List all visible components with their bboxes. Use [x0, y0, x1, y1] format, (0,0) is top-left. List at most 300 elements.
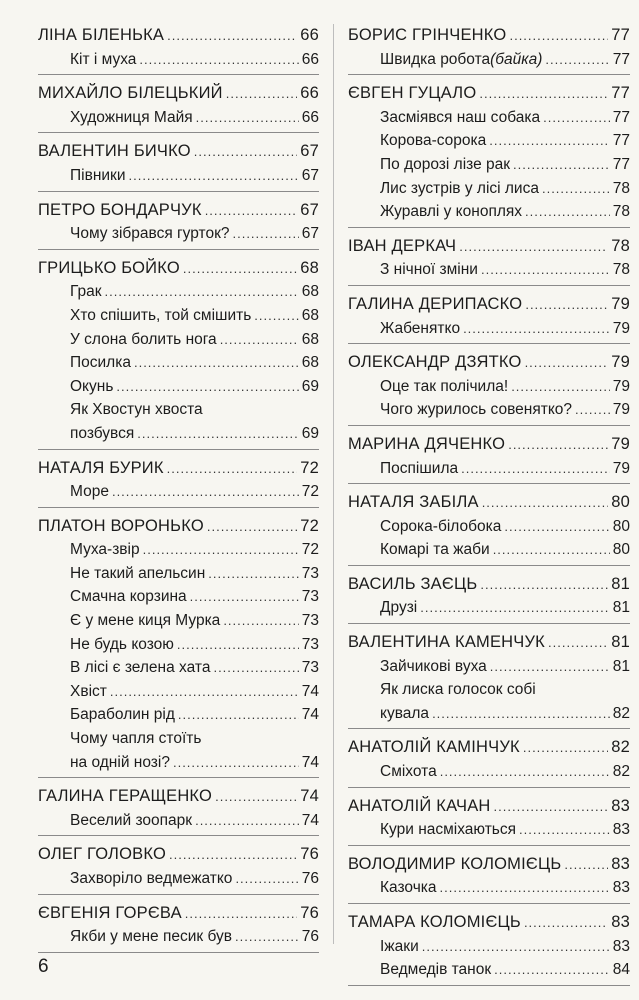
- work-title: Зайчикові вуха: [380, 657, 487, 675]
- work-title: Є у мене киця Мурка: [70, 612, 221, 630]
- dot-leader: [548, 631, 608, 655]
- page-number: 6: [38, 956, 49, 977]
- dot-leader: [509, 24, 608, 48]
- page-ref: 67: [300, 200, 319, 219]
- dot-leader: [524, 911, 608, 935]
- dot-leader: [167, 457, 298, 481]
- author-name: ГРИЦЬКО БОЙКО: [38, 258, 180, 277]
- page-ref: 79: [611, 353, 630, 372]
- work-title: позбувся: [70, 424, 135, 442]
- toc-work-entry: [38, 164, 319, 188]
- toc-author-entry: [38, 457, 319, 481]
- author-name: ІВАН ДЕРКАЧ: [348, 236, 457, 255]
- toc-work-entry: [38, 925, 319, 949]
- dot-leader: [205, 199, 298, 223]
- dot-leader: [195, 809, 299, 833]
- author-name: ЛІНА БІЛЕНЬКА: [38, 26, 165, 44]
- toc-author-entry: [38, 199, 319, 223]
- page-ref: 80: [612, 541, 630, 559]
- author-name: МИХАЙЛО БІЛЕЦЬКИЙ: [38, 84, 223, 103]
- toc-work-entry: [348, 129, 630, 153]
- dot-leader: [220, 328, 299, 352]
- page-ref: 83: [611, 913, 630, 931]
- page-ref: 68: [301, 306, 319, 324]
- dot-leader: [194, 140, 297, 164]
- toc-author-group: [38, 843, 319, 894]
- page-ref: 83: [612, 879, 630, 897]
- toc-author-group: [38, 24, 319, 75]
- page-ref: 66: [300, 26, 319, 44]
- page-ref: 69: [301, 377, 319, 395]
- page-ref: 82: [612, 704, 630, 722]
- dot-leader: [137, 422, 298, 446]
- dot-leader: [440, 760, 610, 784]
- dot-leader: [480, 573, 608, 597]
- toc-work-entry: [348, 538, 630, 562]
- toc-work-entry: [348, 596, 630, 620]
- author-name: ОЛЕГ ГОЛОВКО: [38, 845, 166, 864]
- toc-work-entry: [38, 422, 319, 446]
- toc-author-group: [348, 293, 630, 344]
- toc-author-entry: [348, 433, 630, 457]
- toc-work-entry: [348, 760, 630, 784]
- dot-leader: [440, 876, 610, 900]
- dot-leader: [523, 736, 608, 760]
- work-title: Іжаки: [380, 937, 419, 955]
- work-title: У слона болить нога: [70, 330, 217, 348]
- toc-work-entry: [38, 585, 319, 609]
- page-ref: 80: [611, 493, 630, 512]
- toc-work-entry: [38, 867, 319, 891]
- work-title: Море: [70, 483, 109, 501]
- dot-leader: [167, 24, 297, 48]
- page-ref: 66: [301, 108, 319, 126]
- page-ref: 76: [301, 928, 319, 946]
- work-title: Корова-сорока: [380, 132, 487, 150]
- page-ref: 78: [612, 203, 630, 221]
- page-ref: 82: [612, 763, 630, 781]
- toc-work-entry: [38, 222, 319, 246]
- page-ref: 77: [612, 50, 630, 68]
- toc-author-group: [348, 795, 630, 846]
- work-title: Оце так полічила!: [380, 377, 509, 395]
- toc-author-entry: [38, 843, 319, 867]
- toc-work-entry: [38, 809, 319, 833]
- author-name: ВОЛОДИМИР КОЛОМІЄЦЬ: [348, 854, 562, 873]
- dot-leader: [459, 235, 608, 259]
- toc-author-group: [38, 902, 319, 953]
- dot-leader: [422, 935, 610, 959]
- work-title: Журавлі у коноплях: [380, 203, 523, 221]
- dot-leader: [461, 457, 610, 481]
- dot-leader: [215, 785, 297, 809]
- toc-work-entry: [38, 48, 319, 72]
- toc-work-entry: [348, 958, 630, 982]
- page-ref: 73: [301, 612, 319, 630]
- toc-author-entry: [348, 491, 630, 515]
- dot-leader: [169, 843, 297, 867]
- dot-leader: [494, 795, 609, 819]
- toc-author-group: [38, 82, 319, 133]
- work-title: Кури насміхаються: [380, 821, 517, 839]
- toc-work-entry: [38, 633, 319, 657]
- work-title: Комарі та жаби: [380, 541, 490, 559]
- dot-leader: [143, 538, 299, 562]
- dot-leader: [213, 656, 298, 680]
- work-title: По дорозі лізе рак: [380, 155, 511, 173]
- page-ref: 72: [301, 541, 319, 559]
- dot-leader: [235, 867, 298, 891]
- dot-leader: [223, 609, 298, 633]
- author-name: ГАЛИНА ДЕРИПАСКО: [348, 294, 523, 313]
- toc-work-entry: [348, 818, 630, 842]
- author-name: ВАЛЕНТИН БИЧКО: [38, 142, 191, 161]
- dot-leader: [493, 538, 610, 562]
- page-ref: 68: [301, 354, 319, 372]
- dot-leader: [504, 515, 609, 539]
- page-ref: 76: [301, 870, 319, 887]
- dot-leader: [112, 480, 299, 504]
- toc-author-entry: [38, 902, 319, 926]
- toc-author-group: [348, 631, 630, 729]
- author-name: АНАТОЛІЙ КАМІНЧУК: [348, 738, 520, 757]
- dot-leader: [513, 153, 610, 177]
- toc-author-group: [348, 351, 630, 426]
- dot-leader: [105, 280, 299, 304]
- dot-leader: [128, 164, 298, 188]
- work-title: Веселий зоопарк: [70, 811, 193, 829]
- work-title: Не такий апельсин: [70, 564, 206, 582]
- toc-work-entry: [348, 655, 630, 679]
- toc-work-entry: [348, 702, 630, 726]
- work-title: Сорока-білобока: [380, 517, 502, 535]
- dot-leader: [177, 633, 299, 657]
- toc-work-entry: [348, 48, 630, 72]
- toc-work-entry: [38, 751, 319, 775]
- work-title: З нічної зміни: [380, 261, 478, 279]
- toc-author-entry: [348, 293, 630, 317]
- dot-leader: [190, 585, 299, 609]
- page-ref: 74: [300, 787, 319, 806]
- page-ref: 83: [611, 796, 630, 815]
- toc-author-entry: [348, 631, 630, 655]
- toc-work-entry: [38, 480, 319, 504]
- dot-leader: [183, 257, 297, 281]
- author-name: ВАЛЕНТИНА КАМЕНЧУК: [348, 633, 545, 652]
- toc-author-entry: [348, 573, 630, 597]
- work-title: Ведмедів танок: [380, 961, 492, 979]
- dot-leader: [196, 106, 299, 130]
- dot-leader: [543, 106, 610, 130]
- page-ref: 81: [612, 599, 630, 617]
- page-ref: 73: [301, 588, 319, 606]
- toc-author-group: [348, 573, 630, 624]
- toc-work-entry: [38, 656, 319, 680]
- toc-author-entry: [348, 736, 630, 760]
- toc-author-group: [38, 140, 319, 191]
- toc-author-group: [38, 199, 319, 250]
- dot-leader: [420, 596, 610, 620]
- page-ref: 68: [301, 283, 319, 301]
- work-title: Друзі: [380, 599, 418, 617]
- work-title: Хвіст: [70, 682, 107, 700]
- page-ref: 68: [301, 330, 319, 348]
- toc-work-entry: [38, 562, 319, 586]
- dot-leader: [226, 82, 298, 106]
- toc-work-entry: [348, 317, 630, 341]
- toc-work-entry: [38, 703, 319, 727]
- toc-author-entry: [348, 911, 630, 935]
- author-name: ЄВГЕН ГУЦАЛО: [348, 84, 477, 103]
- toc-author-entry: [38, 82, 319, 106]
- work-title: Чого журилось совенятко?: [380, 401, 573, 419]
- toc-work-entry: [348, 106, 630, 130]
- toc-work-entry: [38, 304, 319, 328]
- page-ref: 83: [612, 821, 630, 839]
- dot-leader: [564, 853, 608, 877]
- page-ref: 73: [301, 564, 319, 582]
- page-ref: 74: [301, 811, 319, 829]
- page-ref: 67: [301, 225, 319, 243]
- toc-author-group: [348, 853, 630, 904]
- toc-work-entry: [348, 935, 630, 959]
- work-title-note: [490, 48, 542, 72]
- toc-author-group: [348, 433, 630, 484]
- dot-leader: [110, 680, 299, 704]
- work-title-line: Чому чапля стоїть: [70, 730, 202, 748]
- toc-work-entry: [38, 280, 319, 304]
- page-ref: 68: [300, 258, 319, 277]
- work-title: Окунь: [70, 377, 114, 395]
- page-ref: 82: [611, 738, 630, 757]
- toc-author-entry: [38, 140, 319, 164]
- work-title: Лис зустрів у лісі лиса: [380, 179, 539, 197]
- dot-leader: [519, 818, 610, 842]
- work-title: Захворіло ведмежатко: [70, 870, 233, 887]
- author-name: ГАЛИНА ГЕРАЩЕНКО: [38, 787, 213, 806]
- dot-leader: [511, 375, 610, 399]
- page-ref: 79: [612, 319, 630, 337]
- dot-leader: [481, 258, 610, 282]
- toc-author-group: [348, 235, 630, 286]
- dot-leader: [116, 375, 298, 399]
- page-ref: 72: [301, 483, 319, 501]
- work-title: Посилка: [70, 354, 131, 372]
- dot-leader: [173, 751, 299, 775]
- toc-author-group: [38, 785, 319, 836]
- author-name: НАТАЛЯ БУРИК: [38, 458, 164, 477]
- dot-leader: [479, 82, 608, 106]
- toc-work-entry: [348, 515, 630, 539]
- dot-leader: [178, 703, 299, 727]
- dot-leader: [489, 129, 609, 153]
- page-ref: 78: [612, 261, 630, 279]
- work-title: Кіт і муха: [70, 50, 137, 68]
- work-title: Півники: [70, 166, 126, 184]
- dot-leader: [575, 398, 610, 422]
- page-ref: 77: [612, 155, 630, 173]
- work-title: В лісі є зелена хата: [70, 659, 211, 677]
- dot-leader: [494, 958, 610, 982]
- dot-leader: [542, 177, 610, 201]
- dot-leader: [235, 925, 299, 949]
- page-ref: 81: [612, 657, 630, 675]
- toc-work-entry: [38, 538, 319, 562]
- work-title: Жабенятко: [380, 319, 461, 337]
- page-ref: 66: [300, 84, 319, 103]
- toc-left-column: [38, 24, 319, 960]
- dot-leader: [482, 491, 609, 515]
- page-ref: 73: [301, 659, 319, 677]
- page-ref: 74: [301, 753, 319, 771]
- dot-leader: [207, 515, 297, 539]
- toc-author-group: [348, 24, 630, 75]
- page-ref: 76: [300, 903, 319, 922]
- page-ref: 74: [301, 706, 319, 724]
- page-ref: 79: [611, 294, 630, 313]
- page-ref: 72: [300, 458, 319, 477]
- column-divider: [333, 24, 334, 944]
- page-ref: 77: [612, 108, 630, 126]
- work-title-italic: (байка): [490, 50, 543, 68]
- toc-work-entry: [38, 328, 319, 352]
- dot-leader: [525, 351, 609, 375]
- author-name: ОЛЕКСАНДР ДЗЯТКО: [348, 353, 522, 372]
- dot-leader: [232, 222, 298, 246]
- dot-leader: [432, 702, 610, 726]
- work-title: Чому зібрався гурток?: [70, 225, 230, 243]
- page-ref: 73: [301, 635, 319, 653]
- toc-author-entry: [348, 24, 630, 48]
- dot-leader: [463, 317, 610, 341]
- work-title: на одній нозі?: [70, 753, 170, 771]
- toc-author-entry: [38, 257, 319, 281]
- dot-leader: [139, 48, 298, 72]
- toc-author-entry: [38, 24, 319, 48]
- work-title: Поспішила: [380, 459, 459, 477]
- dot-leader: [525, 200, 610, 224]
- page-ref: 83: [612, 937, 630, 955]
- work-title-line: Як Хвостун хвоста: [70, 401, 203, 419]
- toc-author-group: [348, 736, 630, 787]
- toc-work-entry: [348, 398, 630, 422]
- toc-author-entry: [348, 82, 630, 106]
- page-ref: 74: [301, 682, 319, 700]
- work-title: Якби у мене песик був: [70, 928, 233, 946]
- author-name: ЄВГЕНІЯ ГОРЄВА: [38, 903, 182, 922]
- toc-author-group: [38, 457, 319, 508]
- page-ref: 78: [612, 179, 630, 197]
- page-ref: 79: [612, 377, 630, 395]
- dot-leader: [185, 902, 297, 926]
- author-name: МАРИНА ДЯЧЕНКО: [348, 434, 506, 453]
- author-name: АНАТОЛІЙ КАЧАН: [348, 796, 491, 815]
- toc-work-entry: [38, 609, 319, 633]
- page-ref: 67: [300, 142, 319, 161]
- toc-author-entry: [38, 515, 319, 539]
- work-title: Бараболин рід: [70, 706, 175, 724]
- page-ref: 77: [612, 132, 630, 150]
- toc-work-entry: [38, 351, 319, 375]
- page-ref: 79: [612, 459, 630, 477]
- work-title: Не будь козою: [70, 635, 174, 653]
- toc-author-group: [348, 491, 630, 566]
- work-title: кувала: [380, 704, 430, 722]
- toc-work-entry: [38, 680, 319, 704]
- toc-author-group: [38, 515, 319, 779]
- page-ref: 72: [300, 516, 319, 535]
- author-name: ПЕТРО БОНДАРЧУК: [38, 200, 202, 219]
- work-title: Сміхота: [380, 763, 437, 781]
- author-name: ТАМАРА КОЛОМІЄЦЬ: [348, 913, 521, 931]
- dot-leader: [208, 562, 298, 586]
- toc-work-entry: [348, 177, 630, 201]
- author-name: ВАСИЛЬ ЗАЄЦЬ: [348, 574, 478, 593]
- work-title: Муха-звір: [70, 541, 140, 559]
- toc-author-group: [348, 911, 630, 986]
- work-title: Хто спішить, той смішить: [70, 306, 252, 324]
- work-title: Засміявся наш собака: [380, 108, 541, 126]
- toc-author-entry: [38, 785, 319, 809]
- work-title: Художниця Майя: [70, 108, 193, 126]
- toc-work-entry: [348, 153, 630, 177]
- page-ref: 78: [611, 236, 630, 255]
- toc-work-entry: [348, 457, 630, 481]
- page-ref: 81: [611, 574, 630, 593]
- toc-author-entry: [348, 235, 630, 259]
- page-ref: 76: [300, 845, 319, 864]
- work-title: Казочка: [380, 879, 437, 897]
- page-ref: 66: [301, 50, 319, 68]
- dot-leader: [545, 48, 609, 72]
- author-name: БОРИС ГРІНЧЕНКО: [348, 26, 507, 44]
- page-ref: 84: [612, 961, 630, 979]
- toc-author-entry: [348, 351, 630, 375]
- toc-author-entry: [348, 853, 630, 877]
- page-ref: 83: [611, 854, 630, 873]
- toc-author-group: [348, 82, 630, 228]
- dot-leader: [525, 293, 608, 317]
- work-title-line: Як лиска голосок собі: [380, 681, 536, 699]
- page-ref: 69: [301, 424, 319, 442]
- page-ref: 77: [611, 26, 630, 44]
- page-ref: 77: [611, 84, 630, 103]
- dot-leader: [490, 655, 610, 679]
- toc-right-column: [348, 24, 630, 993]
- toc-work-entry: [348, 258, 630, 282]
- page-ref: 79: [611, 434, 630, 453]
- page-ref: 81: [611, 633, 630, 652]
- toc-work-entry: [348, 876, 630, 900]
- work-title: Грак: [70, 283, 102, 301]
- page-ref: 79: [612, 401, 630, 419]
- page-ref: 80: [612, 517, 630, 535]
- toc-work-entry: [38, 375, 319, 399]
- dot-leader: [508, 433, 608, 457]
- dot-leader: [254, 304, 298, 328]
- dot-leader: [134, 351, 299, 375]
- author-name: НАТАЛЯ ЗАБІЛА: [348, 493, 479, 512]
- toc-work-entry: [38, 106, 319, 130]
- toc-author-entry: [348, 795, 630, 819]
- toc-author-group: [38, 257, 319, 450]
- toc-work-entry: [348, 200, 630, 224]
- page-ref: 67: [301, 166, 319, 184]
- work-title: Швидка робота: [380, 50, 491, 68]
- toc-work-entry: [348, 375, 630, 399]
- author-name: ПЛАТОН ВОРОНЬКО: [38, 516, 204, 535]
- work-title: Смачна корзина: [70, 588, 187, 606]
